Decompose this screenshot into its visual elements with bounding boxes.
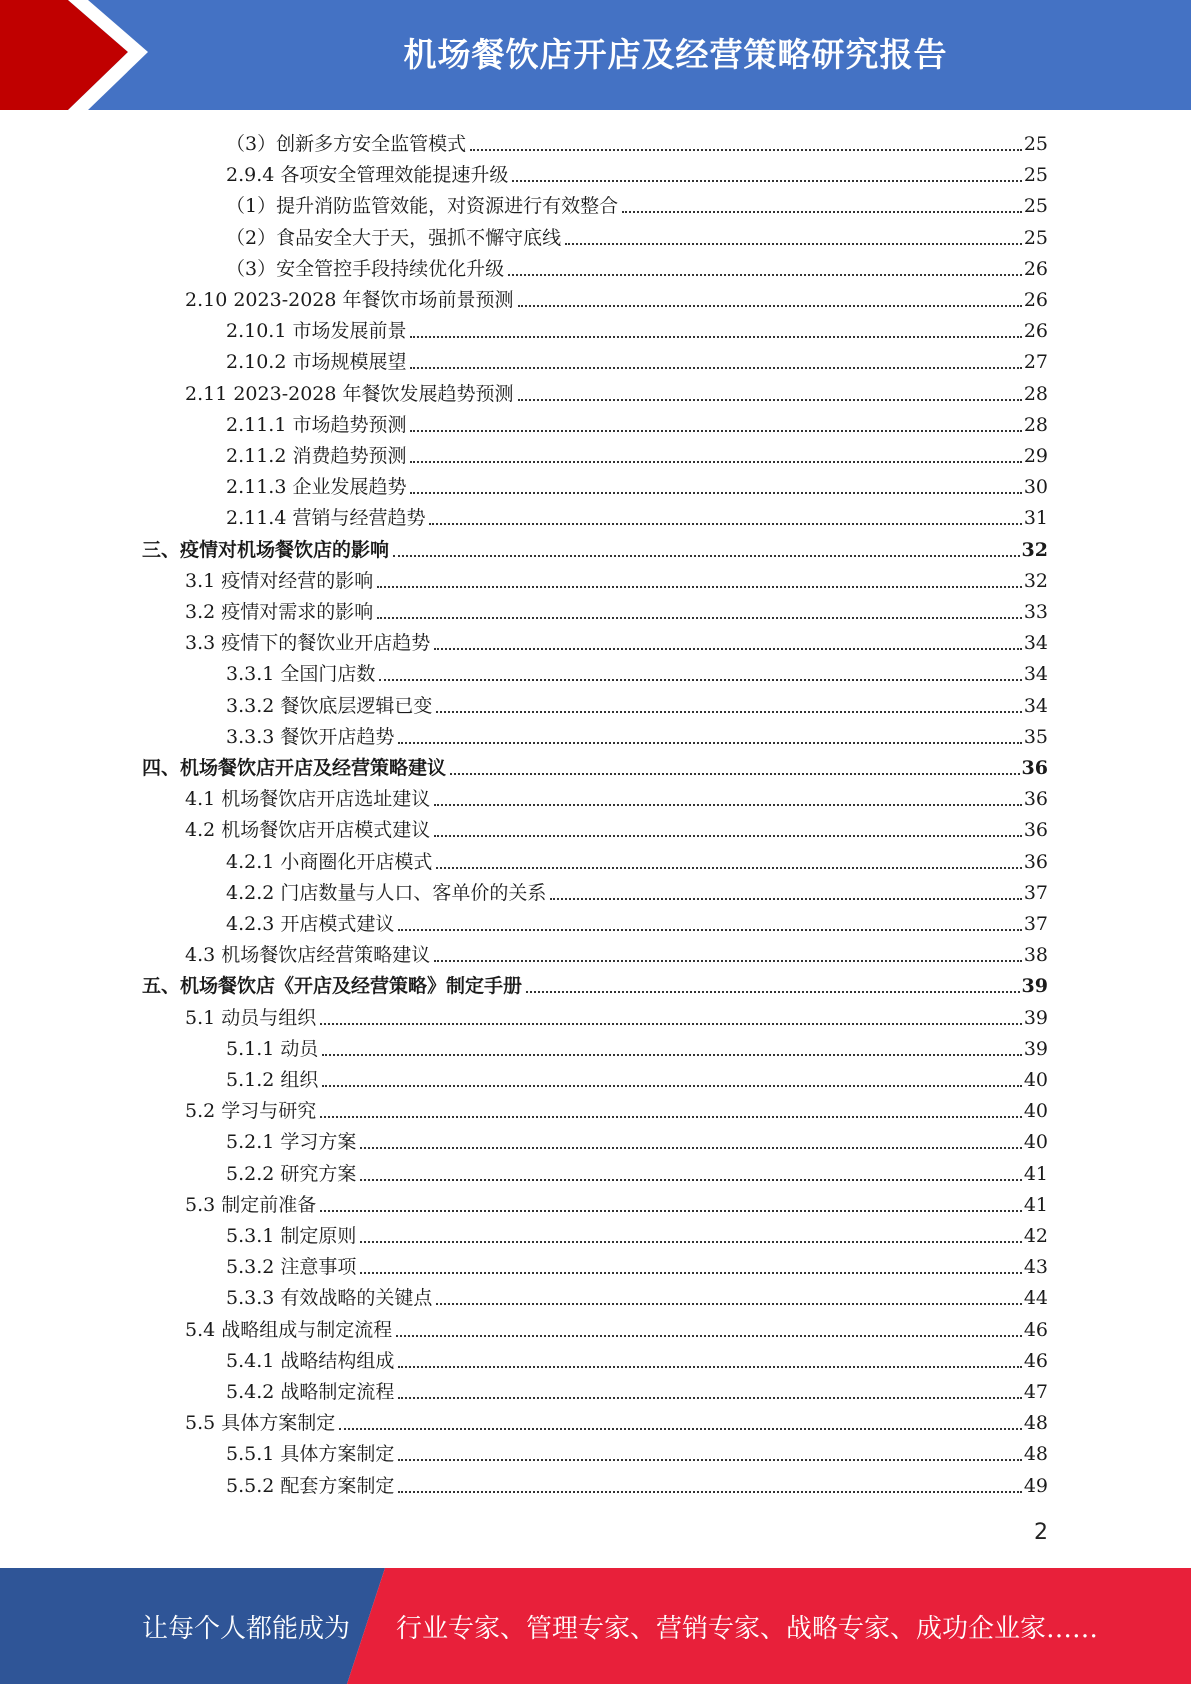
toc-entry-page: 30 [1023,476,1048,499]
toc-dot-leader [410,426,1021,432]
toc-entry-title: 四、机场餐饮店开店及经营策略建议 [142,757,447,779]
toc-entry-title: 2.10.1 市场发展前景 [226,320,407,343]
toc-entry-title: 5.2.2 研究方案 [226,1162,357,1185]
toc-dot-leader [398,738,1021,744]
toc-dot-leader [470,145,1022,151]
toc-entry[interactable] [226,126,1048,156]
toc-entry[interactable] [185,376,1048,406]
toc-dot-leader [518,301,1022,307]
toc-entry-page: 25 [1023,226,1048,249]
toc-entry-title: 三、疫情对机场餐饮店的影响 [142,538,390,561]
toc-entry-page: 43 [1023,1256,1048,1279]
toc-entry-page: 36 [1023,788,1048,811]
toc-entry-title: 5.5.1 具体方案制定 [226,1443,395,1466]
toc-entry-page: 31 [1023,507,1048,530]
toc-entry-page: 26 [1023,257,1048,280]
toc-entry[interactable] [226,407,1048,437]
footer-slogan-left: 让每个人都能成为 [142,1613,351,1644]
toc-entry-page: 35 [1023,725,1048,748]
toc-dot-leader [410,332,1021,338]
toc-entry-title: 3.3.2 餐饮底层逻辑已变 [226,694,433,717]
toc-entry-title: 5.5.2 配套方案制定 [226,1474,395,1497]
toc-dot-leader [410,488,1021,494]
toc-entry[interactable] [226,1156,1048,1186]
toc-dot-leader [429,519,1021,525]
toc-entry-title: 4.2 机场餐饮店开店模式建议 [185,819,431,842]
toc-entry[interactable] [226,438,1048,468]
toc-entry-page: 38 [1023,944,1048,967]
toc-entry[interactable] [226,1218,1048,1248]
toc-dot-leader [434,800,1022,806]
toc-entry-page: 32 [1023,569,1048,592]
toc-entry-title: 2.10 2023-2028 年餐饮市场前景预测 [185,289,514,311]
toc-entry-title: 2.11.3 企业发展趋势 [226,476,407,499]
toc-entry[interactable] [226,875,1048,905]
toc-dot-leader [377,613,1022,619]
toc-dot-leader [410,363,1021,369]
toc-entry[interactable] [226,1374,1048,1404]
toc-dot-leader [450,769,1020,775]
toc-entry[interactable] [226,1249,1048,1279]
toc-entry-page: 32 [1021,538,1048,561]
toc-dot-leader [410,457,1021,463]
page-header [0,0,1191,110]
toc-entry-title: 3.3 疫情下的餐饮业开店趋势 [185,632,431,655]
toc-dot-leader [320,1019,1022,1025]
document-title: 机场餐饮店开店及经营策略研究报告 [403,34,948,74]
toc-entry-page: 37 [1023,881,1048,904]
page-number: 2 [1034,1520,1048,1545]
toc-entry-page: 34 [1023,632,1048,655]
toc-dot-leader [434,644,1022,650]
toc-entry-page: 48 [1023,1443,1048,1466]
toc-entry-page: 41 [1023,1162,1048,1185]
toc-dot-leader [360,1175,1021,1181]
toc-entry[interactable] [226,220,1048,250]
toc-entry-page: 39 [1023,1037,1048,1060]
toc-entry-page: 39 [1021,975,1048,998]
toc-entry-page: 44 [1023,1287,1048,1310]
toc-dot-leader [622,207,1022,213]
toc-dot-leader [398,1487,1021,1493]
toc-dot-leader [379,675,1021,681]
toc-entry[interactable] [185,812,1048,842]
toc-entry[interactable] [226,251,1048,281]
toc-entry[interactable] [185,937,1048,967]
toc-entry-page: 36 [1023,850,1048,873]
toc-entry-title: 5.4 战略组成与制定流程 [185,1318,393,1341]
toc-entry[interactable] [226,157,1048,187]
toc-dot-leader [550,894,1021,900]
toc-dot-leader [322,1081,1021,1087]
toc-dot-leader [339,1424,1022,1430]
toc-entry-title: 5.1.2 组织 [226,1069,319,1091]
toc-entry-page: 36 [1023,819,1048,842]
toc-dot-leader [322,1050,1021,1056]
toc-dot-leader [398,925,1021,931]
toc-entry-title: 2.11.1 市场趋势预测 [226,413,407,436]
toc-dot-leader [512,176,1021,182]
toc-entry-title: 3.2 疫情对需求的影响 [185,601,374,623]
toc-entry[interactable] [185,563,1048,593]
toc-entry-page: 34 [1023,694,1048,717]
toc-entry-title: 2.11 2023-2028 年餐饮发展趋势预测 [185,382,514,405]
toc-entry[interactable] [185,625,1048,655]
toc-dot-leader [396,1331,1022,1337]
toc-entry-page: 48 [1023,1412,1048,1435]
toc-entry-page: 40 [1023,1131,1048,1154]
toc-entry-title: 5.3.2 注意事项 [226,1256,357,1279]
toc-entry[interactable] [226,656,1048,686]
toc-entry[interactable] [226,1062,1048,1092]
toc-entry-page: 27 [1023,351,1048,374]
toc-entry-title: 4.2.1 小商圈化开店模式 [226,850,433,873]
toc-entry-page: 46 [1023,1349,1048,1372]
toc-entry-title: 5.1 动员与组织 [185,1006,317,1029]
toc-entry[interactable] [185,1093,1048,1123]
toc-entry-page: 25 [1023,133,1048,155]
toc-entry-title: 2.11.2 消费趋势预测 [226,445,407,467]
toc-entry[interactable] [226,906,1048,936]
toc-entry[interactable] [185,1000,1048,1030]
toc-entry-title: 3.1 疫情对经营的影响 [185,569,374,592]
toc-entry[interactable] [226,188,1048,218]
toc-entry[interactable] [226,1468,1048,1498]
toc-entry[interactable] [226,688,1048,718]
toc-entry-title: 5.5 具体方案制定 [185,1412,336,1435]
toc-entry-title: （1）提升消防监管效能，对资源进行有效整合 [226,195,619,218]
toc-entry-title: 5.3 制定前准备 [185,1193,317,1216]
toc-entry-title: 4.3 机场餐饮店经营策略建议 [185,944,431,967]
toc-entry-title: （3）创新多方安全监管模式 [226,133,467,155]
toc-entry-title: 5.4.1 战略结构组成 [226,1349,395,1372]
toc-dot-leader [398,1455,1021,1461]
toc-entry-page: 25 [1023,195,1048,218]
toc-entry-page: 40 [1023,1100,1048,1123]
toc-entry[interactable] [142,532,1048,562]
toc-entry[interactable] [226,1031,1048,1061]
toc-entry[interactable] [226,1436,1048,1466]
toc-entry-page: 26 [1023,289,1048,311]
toc-entry-page: 33 [1023,601,1048,623]
toc-entry-page: 46 [1023,1318,1048,1341]
toc-entry[interactable] [142,750,1048,780]
toc-entry-page: 34 [1023,663,1048,686]
toc-dot-leader [320,1206,1022,1212]
toc-entry-page: 40 [1023,1069,1048,1091]
toc-dot-leader [360,1268,1021,1274]
toc-dot-leader [398,1362,1021,1368]
toc-dot-leader [393,551,1020,557]
toc-entry[interactable] [226,313,1048,343]
toc-entry-title: 5.2.1 学习方案 [226,1131,357,1154]
toc-entry[interactable] [226,1124,1048,1154]
toc-dot-leader [518,395,1022,401]
toc-entry[interactable] [226,1280,1048,1310]
toc-dot-leader [360,1143,1021,1149]
toc-entry-title: 五、机场餐饮店《开店及经营策略》制定手册 [142,975,523,998]
toc-entry[interactable] [226,1343,1048,1373]
toc-entry[interactable] [226,344,1048,374]
toc-entry-page: 29 [1023,445,1048,467]
toc-entry[interactable] [185,282,1048,312]
toc-entry[interactable] [226,844,1048,874]
toc-entry-page: 39 [1023,1006,1048,1029]
toc-entry-page: 42 [1023,1225,1048,1247]
toc-entry[interactable] [226,500,1048,530]
toc-entry-page: 28 [1023,382,1048,405]
toc-entry[interactable] [185,1312,1048,1342]
toc-entry-title: 5.3.3 有效战略的关键点 [226,1287,433,1310]
toc-entry-title: 3.3.3 餐饮开店趋势 [226,725,395,748]
toc-dot-leader [436,863,1021,869]
toc-entry-page: 37 [1023,913,1048,935]
toc-entry-title: 5.3.1 制定原则 [226,1225,357,1247]
toc-entry-title: （2）食品安全大于天，强抓不懈守底线 [226,226,562,249]
toc-dot-leader [434,956,1022,962]
toc-entry-page: 49 [1023,1474,1048,1497]
toc-entry-page: 36 [1021,757,1048,779]
toc-entry-title: 2.9.4 各项安全管理效能提速升级 [226,164,509,187]
toc-dot-leader [508,270,1022,276]
toc-entry-title: 2.11.4 营销与经营趋势 [226,507,426,530]
toc-entry-title: 4.1 机场餐饮店开店选址建议 [185,788,431,811]
toc-entry-page: 47 [1023,1381,1048,1403]
footer-slogan-right: 行业专家、管理专家、营销专家、战略专家、成功企业家…… [396,1613,1099,1644]
toc-entry[interactable] [142,968,1048,998]
toc-entry-title: 5.4.2 战略制定流程 [226,1381,395,1403]
toc-entry-title: 2.10.2 市场规模展望 [226,351,407,374]
toc-entry-title: 4.2.2 门店数量与人口、客单价的关系 [226,881,547,904]
toc-entry-title: 3.3.1 全国门店数 [226,663,376,686]
toc-entry[interactable] [226,719,1048,749]
toc-dot-leader [436,1299,1021,1305]
toc-dot-leader [398,1393,1021,1399]
toc-entry[interactable] [185,1187,1048,1217]
toc-entry-page: 41 [1023,1193,1048,1216]
toc-entry[interactable] [185,594,1048,624]
page-footer [0,1568,1191,1684]
toc-dot-leader [565,239,1022,245]
toc-dot-leader [320,1112,1022,1118]
toc-dot-leader [377,582,1022,588]
toc-dot-leader [360,1237,1021,1243]
toc-entry-page: 26 [1023,320,1048,343]
toc-dot-leader [434,831,1022,837]
toc-entry-page: 28 [1023,413,1048,436]
toc-entry-title: 4.2.3 开店模式建议 [226,913,395,935]
toc-entry[interactable] [226,469,1048,499]
toc-entry[interactable] [185,1405,1048,1435]
toc-dot-leader [436,707,1021,713]
toc-entry[interactable] [185,781,1048,811]
toc-dot-leader [526,987,1020,993]
toc-entry-title: 5.1.1 动员 [226,1037,319,1060]
header-chevron-decoration [0,0,160,110]
toc-entry-page: 25 [1023,164,1048,187]
toc-entry-title: （3）安全管控手段持续优化升级 [226,257,505,280]
toc-entry-title: 5.2 学习与研究 [185,1100,317,1123]
